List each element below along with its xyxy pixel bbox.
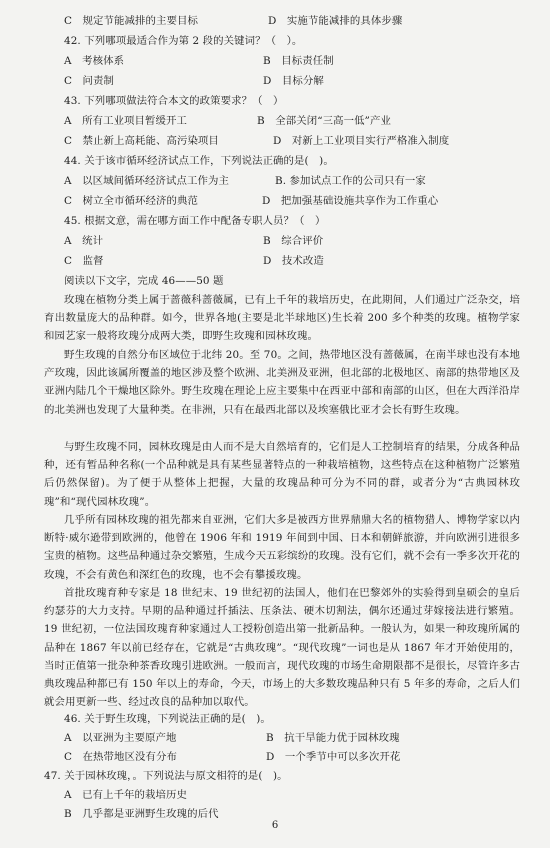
q45-option-b: B 综合评价	[263, 235, 324, 247]
page-number: 6	[271, 820, 279, 831]
q41-option-d: D 实施节能减排的具体步骤	[268, 15, 403, 27]
passage-paragraph-5: 首批玫瑰育种专家是 18 世纪末、19 世纪初的法国人，他们在巴黎郊外的实验得到皇硕会的皇后约瑟芬的大力支持。早期的品种通过扦插法、压条法、硬木切割法，偶尔还通过芽嫁接法进行繁殖。19 世纪初，一位法国玫瑰育种家通过人工授粉创造出第一批新品种。一般认为，如果一种玫瑰所属的品种在 1867 年以前已经存在，它就是“古典玫瑰”。“现代玫瑰”一词也是从 1867 年才开始使用的，当时正值第一批杂种茶香玫瑰引进欧洲。一般而言，现代玫瑰的市场生命期限都不是很长，尽管许多古典玫瑰品种都已有 150 年以上的寿命，今天，市场上的大多数玫瑰品种只有 5 年多的寿命，之后人们就会用更新一些、经过改良的品种加以取代。	[44, 587, 520, 709]
q45-option-a: A 统计	[64, 235, 104, 247]
passage-paragraph-3: 与野生玫瑰不同，园林玫瑰是由人而不是大自然培育的，它们是人工控制培育的结果，分成各种品种，还有暂品种名称(一个品种就是具有某些显著特点的一种栽培植物，这些特点在这种植物广泛繁殖后仍然保留)。为了便于从整体上把握，大量的玫瑰品种可分为不同的群，或者分为“古典园林玫瑰”和“现代园林玫瑰”。	[44, 441, 520, 508]
q47-stem: 47. 关于园林玫瑰，。下列说法与原文相符的是( )。	[44, 770, 288, 782]
q42-option-c: C 问责制	[64, 75, 115, 87]
q42-option-d: D 目标分解	[263, 75, 324, 87]
q47-option-b: B 几乎都是亚洲野生玫瑰的后代	[64, 808, 219, 820]
q46-option-d: D 一个季节中可以多次开花	[266, 751, 401, 763]
q42-option-b: B 目标责任制	[263, 55, 334, 67]
q42-stem: 42. 下列哪项最适合作为第 2 段的关键词？（ ）。	[64, 35, 303, 47]
q44-option-b: B. 参加试点工作的公司只有一家	[275, 175, 426, 187]
q45-stem: 45. 根据文意，需在哪方面工作中配备专职人员？（ ）	[64, 215, 326, 227]
q44-option-c: C 树立全市循环经济的典范	[64, 195, 198, 207]
q41-option-c: C 规定节能减排的主要目标	[64, 15, 198, 27]
q43-option-a: A 所有工业项目暂缓开工	[64, 115, 187, 127]
q46-option-a: A 以亚洲为主要原产地	[64, 732, 177, 744]
q44-option-d: D 把加强基础设施共享作为工作重心	[262, 195, 439, 207]
q44-stem: 44. 关于该市循环经济试点工作，下列说法正确的是( )。	[64, 155, 334, 167]
reading-instruction: 阅读以下文字，完成 46——50 题	[64, 275, 224, 287]
q46-stem: 46. 关于野生玫瑰，下列说法正确的是( )。	[64, 713, 271, 725]
q43-option-c: C 禁止新上高耗能、高污染项目	[64, 135, 219, 147]
q46-option-b: B 抗干旱能力优于园林玫瑰	[266, 732, 400, 744]
passage-paragraph-2: 野生玫瑰的自然分布区域位于北纬 20。至 70。之间，热带地区没有蔷薇属，在南半球也没有本地产玫瑰，因此该属所覆盖的地区涉及整个欧洲、北美洲及亚洲，但北部的北极地区、南部的热带地区及亚洲内陆几个干燥地区除外。野生玫瑰在理论上应主要集中在西亚中部和南部的山区，但在大西洋沿岸的北美洲也发现了大量种类。在非洲，只有在最西北部以及埃塞俄比亚才会长有野生玫瑰。	[44, 349, 520, 416]
q43-option-b: B 全部关闭“三高一低”产业	[257, 115, 391, 127]
q47-option-a: A 已有上千年的栽培历史	[64, 789, 187, 801]
q43-option-d: D 对新上工业项目实行严格准入制度	[273, 135, 450, 147]
q46-option-c: C 在热带地区没有分布	[64, 751, 177, 763]
q45-option-d: D 技术改造	[263, 255, 324, 267]
q42-option-a: A 考核体系	[64, 55, 125, 67]
q45-option-c: C 监督	[64, 255, 104, 267]
q43-stem: 43. 下列哪项做法符合本文的政策要求？（ ）	[64, 95, 284, 107]
passage-paragraph-1: 玫瑰在植物分类上属于蔷薇科蔷薇属，已有上千年的栽培历史，在此期间，人们通过广泛杂交，培育出数量庞大的品种群。如今，世界各地(主要是北半球地区)生长着 200 多个种类的玫瑰。植物学家和园艺家一般将玫瑰分成两大类，即野生玫瑰和园林玫瑰。	[44, 294, 520, 343]
passage-paragraph-4: 几乎所有园林玫瑰的祖先都来自亚洲，它们大多是被西方世界鼎鼎大名的植物猎人、博物学家以内断特·威尔逊带到欧洲的，他曾在 1906 年和 1919 年间到中国、日本和朝鲜旅游，并向欧洲引进很多宝贵的植物。这些品种通过杂交繁殖，生成今天五彩缤纷的玫瑰。没有它们，就不会有一季多次开花的玫瑰，不会有黄色和深红色的玫瑰，也不会有攀援玫瑰。	[44, 514, 520, 581]
q44-option-a: A 以区域间循环经济试点工作为主	[64, 175, 229, 187]
